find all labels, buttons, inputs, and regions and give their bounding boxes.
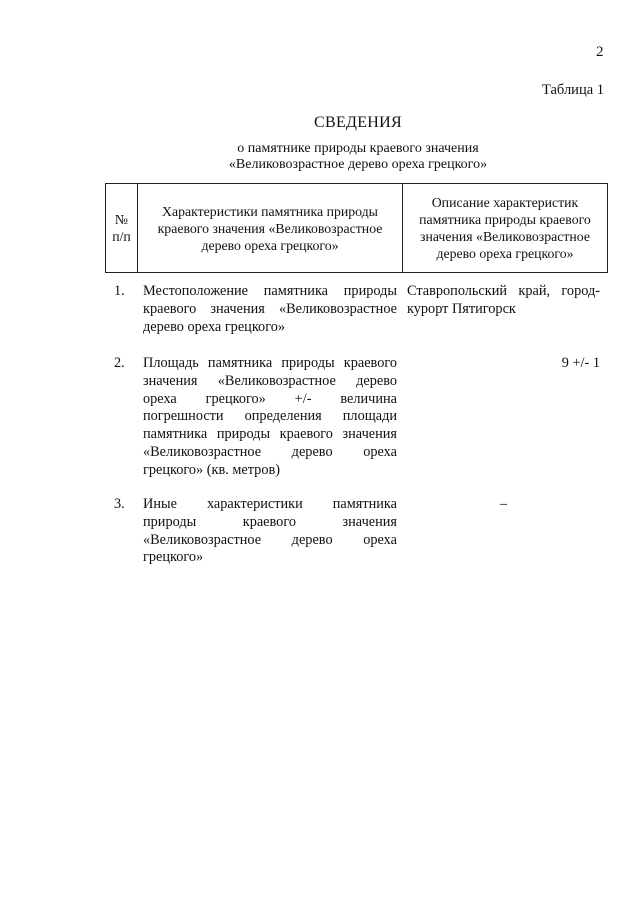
document-title: СВЕДЕНИЯ: [314, 114, 402, 131]
row-number: 2.: [114, 355, 125, 371]
row-number: 3.: [114, 496, 125, 512]
subtitle-line-2: «Великовозрастное дерево ореха грецкого»: [228, 157, 488, 172]
table-body: [0, 283, 640, 566]
table-header: [105, 183, 608, 273]
row-characteristic: Местоположение памятника природы краевого значения «Великовозрастное дерево ореха грецкого»: [143, 283, 397, 335]
table-row: [0, 283, 640, 355]
row-description: Ставропольский край, город-курорт Пятигорск: [407, 283, 600, 317]
document-subtitle: [0, 141, 640, 173]
row-characteristic: Иные характеристики памятника природы краевого значения «Великовозрастное дерево ореха грецкого»: [143, 496, 397, 566]
page-number: 2: [596, 44, 604, 60]
table-row: [0, 496, 640, 566]
row-description: –: [499, 496, 508, 512]
table-row: [0, 355, 640, 496]
header-number: № п/п: [106, 184, 138, 272]
subtitle-line-1: о памятнике природы краевого значения: [237, 141, 479, 156]
table-label: Таблица 1: [542, 82, 605, 98]
header-description: Описание характеристик памятника природы краевого значения «Великовозрастное дерево ореха грецкого»: [419, 195, 591, 261]
row-characteristic: Площадь памятника природы краевого значения «Великовозрастное дерево ореха грецкого» +/- величина погрешности определения площади памятника природы краевого значения «Великовозрастное дерево ореха грецкого» (кв. метров): [143, 355, 397, 478]
row-description: 9 +/- 1: [561, 355, 600, 371]
header-characteristics: Характеристики памятника природы краевого значения «Великовозрастное дерево ореха грецкого»: [138, 184, 403, 272]
row-number: 1.: [114, 283, 125, 299]
